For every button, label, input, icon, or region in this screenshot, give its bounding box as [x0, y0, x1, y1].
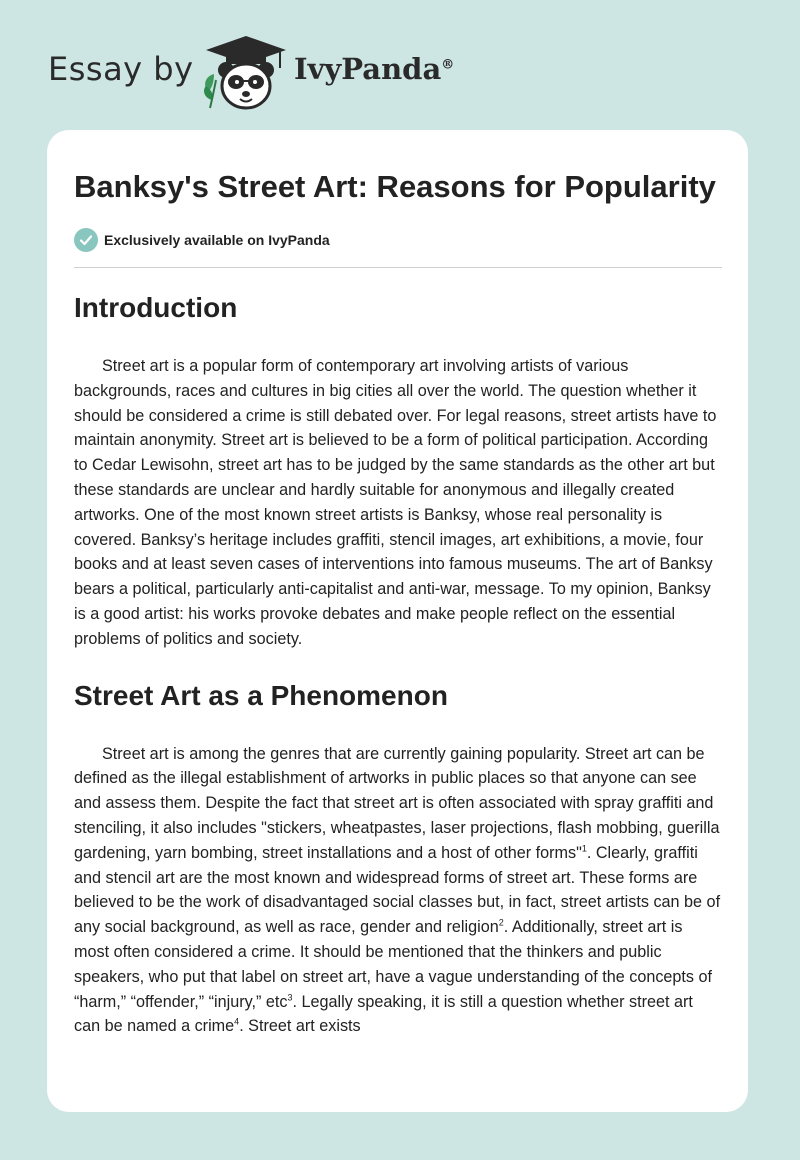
- check-circle-icon: [74, 228, 98, 252]
- essay-title: Banksy's Street Art: Reasons for Popularity: [74, 169, 716, 204]
- footnote-ref[interactable]: 2: [498, 917, 504, 928]
- divider: [74, 267, 722, 268]
- paragraph-introduction: Street art is a popular form of contemporary art involving artists of various backgrounds, races and cultures in big cities all over the world. The question whether it should be considered a crime is still debated over. For legal reasons, street artists have to maintain anonymity. Street art is believed to be a form of political participation. According to Cedar Lewisohn, street art has to be judged by the same standards as the other art but these standards are unclear and hardly suitable for anonymous and illegally created artworks. One of the most known street artists is Banksy, whose real personality is covered. Banksy’s heritage includes graffiti, stencil images, art exhibitions, a movie, four books and at least seven cases of interventions into famous museums. The art of Banksy bears a political, particularly anti-capitalist and anti-war, message. To my opinion, Banksy is a good artist: his works provoke debates and make people reflect on the essential problems of politics and society.: [74, 357, 717, 648]
- footnote-ref[interactable]: 3: [287, 992, 293, 1003]
- footnote-ref[interactable]: 1: [581, 843, 587, 854]
- exclusive-badge: [74, 227, 722, 253]
- essay-content: [74, 166, 722, 1039]
- footnote-ref[interactable]: 4: [234, 1016, 240, 1027]
- essay-card: [47, 130, 748, 1112]
- paragraph-street-art: Street art is among the genres that are currently gaining popularity. Street art can be defined as the illegal establishment of artworks in public places so that anyone can see and assess them. Despite the fact that street art is often associated with spray graffiti and stenciling, it also includes "stickers, wheatpastes, laser projections, flash mobbing, guerilla gardening, yarn bombing, street installations and a host of other forms"$^1$. Clearly, graffiti and stencil art are the most known and widespread forms of street art. These forms are believed to be the work of disadvantaged social classes but, in fact, street artists can be of any social background, as well as race, gender and religion$^2$. Additionally, street art is most often considered a crime. It should be mentioned that the thinkers and public speakers, who put that label on street art, have a vague understanding of the concepts of “harm,” “offender,” “injury,” etc$^3$. Legally speaking, it is still a question whether street art can be named a crime$^4$. Street art exists: [74, 744, 721, 1036]
- exclusive-label: Exclusively available on IvyPanda: [104, 232, 330, 248]
- panda-logo-icon[interactable]: [200, 34, 292, 114]
- section-heading-introduction: Introduction: [74, 292, 238, 323]
- registered-mark: ®: [441, 57, 455, 73]
- brand-name[interactable]: IvyPanda®: [294, 52, 455, 86]
- section-heading-street-art: Street Art as a Phenomenon: [74, 679, 448, 711]
- brand-prefix: Essay by: [48, 50, 194, 88]
- brand-header: [48, 30, 508, 110]
